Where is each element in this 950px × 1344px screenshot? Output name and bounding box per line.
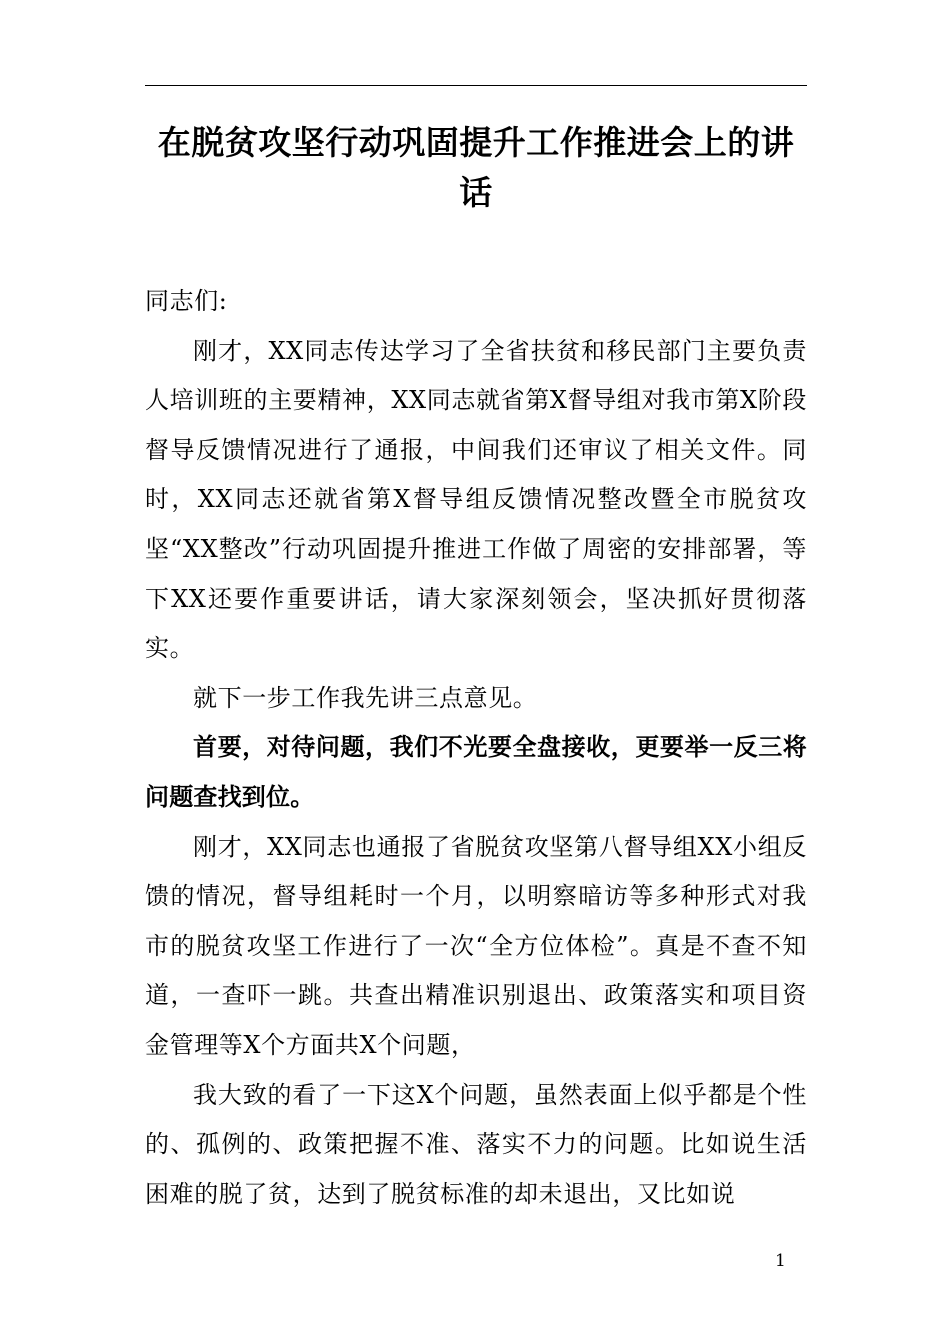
page-number: 1: [775, 1251, 786, 1271]
body-paragraph-4: 我大致的看了一下这X个问题，虽然表面上似乎都是个性的、孤例的、政策把握不准、落实不力的问题。比如说生活困难的脱了贫，达到了脱贫标准的却未退出，又比如说: [145, 1080, 807, 1208]
document-body: [145, 277, 807, 1219]
section-heading-1: 首要，对待问题，我们不光要全盘接收，更要举一反三将问题查找到位。: [145, 733, 807, 811]
salutation: 同志们:: [145, 287, 228, 315]
body-paragraph-1: 刚才，XX同志传达学习了全省扶贫和移民部门主要负责人培训班的主要精神，XX同志就省第X督导组对我市第X阶段督导反馈情况进行了通报，中间我们还审议了相关文件。同时，XX同志还就省第X督导组反馈情况整改暨全市脱贫攻坚“XX整改”行动巩固提升推进工作做了周密的安排部署，等下XX还要作重要讲话，请大家深刻领会，坚决抓好贯彻落实。: [145, 336, 807, 663]
body-paragraph-3: 刚才，XX同志也通报了省脱贫攻坚第八督导组XX小组反馈的情况，督导组耗时一个月，以明察暗访等多种形式对我市的脱贫攻坚工作进行了一次“全方位体检”。真是不查不知道，一查吓一跳。共查出精准识别退出、政策落实和项目资金管理等X个方面共X个问题，: [145, 832, 807, 1059]
document-title: 在脱贫攻坚行动巩固提升工作推进会上的讲话: [157, 123, 795, 212]
body-paragraph-2: 就下一步工作我先讲三点意见。: [193, 683, 538, 712]
header-rule: [145, 85, 807, 86]
